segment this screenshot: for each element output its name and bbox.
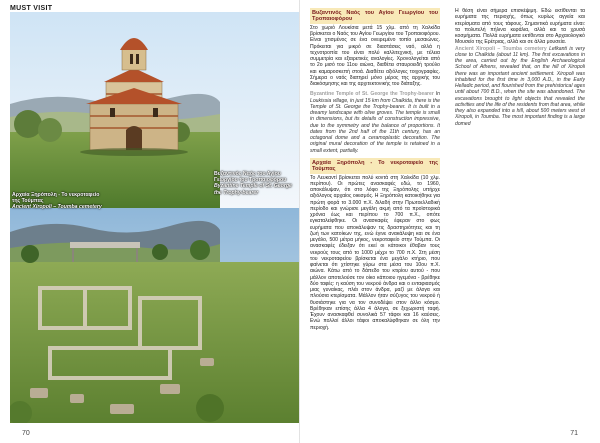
section2-en — [455, 46, 585, 127]
ruins-caption-gr: Αρχαία Ξηρόπολη - Το νεκροταφείο της Τούμπας — [12, 192, 100, 205]
ruins-illustration — [10, 208, 300, 423]
page-number-left: 70 — [22, 430, 30, 437]
section1-heading-gr: Βυζαντινός Ναός του Αγίου Γεωργίου του Τροπαιοφόρου — [312, 10, 438, 23]
ruins-caption — [12, 192, 102, 211]
ruins-photo — [10, 208, 300, 423]
church-caption-en: Byzantine Temple of St. George the Trophy-bearer — [214, 183, 292, 196]
section1-heading-en: Byzantine Temple of St. George the Trophy-bearer — [310, 91, 434, 98]
section-header: MUST VISIT — [10, 5, 53, 12]
section1-body-en: In Loukissia village, in just 15 km from Chalkida, there is the Temple of St. George the Trophy-bearer. It is built in a dreamy landscape with olive groves. The temple is small in dimensions, but its details of construction impressive, due to the symmetry and the balance of proportions. It dates from the 2nd half of the 11th century, has an octagonal dome and a ceramoplastic decoration. The original mural decoration of the temple is retained in a small extent, partially. — [310, 91, 440, 154]
section2-body-gr-cont: Η θέση είναι σήμερα επισκέψιμη. Εδώ εκτίθενται τα ευρήματα της περιοχής, όπως κυρίως αγγεία και κτερίσματα από τους τάφους. Σημαντικά ευρήματα είναι: τα πολυτελή πήλινα κεφάλια, αλλά και τα χρυσά κοσμήματα. Πολλά ευρήματα εκτίθενται στο Αρχαιολογικό Μουσείο της Ερέτριας, αλλά και σε άλλα μουσεία. — [455, 8, 585, 46]
section2-body-en: Lefkanti is very close to Chalkida (about 11 km). The first excavations in the area, carried out by the English Archaeological School of Athens, revealed that, on the hill of Xiropoli there was an important ancient settlement. Xiropoli was inhabited for the first time in 3,000 A.D., in the Early Helladic period, and flourished from the prehistorical ages until about 700 B.D., when the site was abandoned. The excavations brought to light objects that revealed the activities and the life of the residents from that area, while they also expanded into a hill, about 500 meters west of Xiropoli, in Toumba. The most important finding is a large domed — [455, 45, 585, 127]
section1-body-gr: Στο χωριό Λουκίσια μετά 15 χλμ. από τη Χαλκίδα βρίσκεται ο Ναός του Αγίου Γεωργίου του Τροπαιοφόρου. Είναι χτισμένος σε ένα ονειρεμένο τοπίο μεσαιώνες. Πρόκειται για μικρό σε διαστάσεις ναό, αλλά η τεχνοτροπία του είναι πολύ καλλιτεχνική, με τέλεια συμμετρία και εξαιρετικές αναλογίες. Χρονολογείται από το 2ο μισό του 11ου αιώνα, διαθέτει σταυροειδή τρούλο και καμαροσκεπή στοά. Διαθέτει αξιόλογες τοιχογραφίες. Σήμερα ο ναός διατηρεί μόνο μέρος της αρχικής του διακόσμησης και της αρχιτεκτονικής του διάταξης. — [310, 24, 440, 88]
section2-body-gr: Το Λευκαντί βρίσκεται πολύ κοντά στη Χαλκίδα (10 χλμ. περίπου). Οι πρώτες ανασκαφές εδώ, το 1960, αποκάλυψαν, ότι στο λόφο της Ξηρόπολης υπήρχε αξιόλογος αρχαίος οικισμός. Η Ξηρόπολη κατοικήθηκε για πρώτη φορά το 3.000 π.Χ. διλαδή στην Πρωτοελλαδική περίοδο και γνώρισε μεγάλη ακμή από τα προϊστορικά χρόνια έως και περίπου το 700 π.Χ., οπότε εγκαταλείφθηκε. Οι ανασκαφές έφεραν στο φως ευρήματα που αποκάλυψαν τις δραστηριότητες και τη ζωή των κατοίκων της, ενώ έγινε ανακάλυψη και σε ένα μεγάλο, 500 μέτρα μήκος, νεκροταφείο στην Τούμπα. Οι ανασκαφές έδειξαν ότι εκεί οι κάτοικοι έθαβαν τους νεκρούς τους από το 1000 μέχρι το 700 π.Χ. Στη μέση του νεκροταφείου βρίσκεται ένα μεγάλο κτήριο, που φαίνεται ότι χτίστηκε γύρω στα μέσα του 10ου π.Χ. αιώνα. Κάτω από το δάπεδο του κτιρίου αυτού - που μάλλον αποτελούσε τον οίκο κάποιου ηγεμόνα - βρέθηκε δύο ταφές: η καύση του νεκρού άνδρα και ο ενταφιασμός μιας γυναίκας, πλάι στον άνδρα, μαζί με άλογα και πλούσια κτερίσματα. Μάλλον ήταν σύζυγος του νεκρού ή θυσιάστηκε για να τον συνοδέψει στον άλλο κόσμο. Βρέθηκαν επίσης άλλα 4 άλογα, σε ξεχωριστή ταφή. Έχουν ανασκαφθεί συνολικά 57 τάφοι και 16 καύσεις. Ενώ πολλοί άλλοι τάφοι αποκαλύφθηκαν σε όλη την περιοχή. — [310, 174, 440, 331]
page-number-right: 71 — [570, 430, 578, 437]
section2-heading-en: Ancient Xiropoli – Toumba cemetery — [455, 45, 547, 52]
text-column-2 — [455, 8, 585, 420]
section2-heading-gr: Αρχαία Ξηρόπολη - Το νεκροταφείο της Τούμπας — [312, 159, 438, 173]
section1-en — [310, 91, 440, 154]
text-column-1 — [310, 8, 440, 420]
church-caption-gr: Βυζαντινός Ναός του Αγίου Γεωργίου του Τροπαιοφόρου — [214, 171, 287, 184]
ruins-caption-en: Ancient Xiropoli – Toumba cemetery — [12, 204, 102, 211]
church-caption — [214, 171, 296, 196]
